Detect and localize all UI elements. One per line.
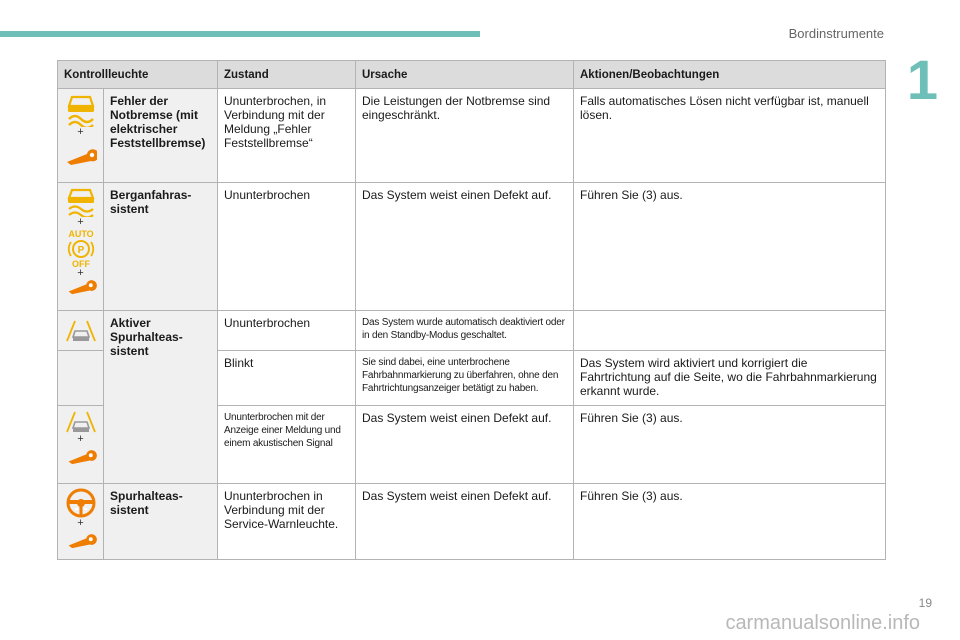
cause-cell: Das System weist einen Defekt auf. xyxy=(356,484,574,560)
plus-sign: + xyxy=(77,267,84,279)
cause-cell: Das System wurde automatisch deaktiviert oder in den Standby-Modus geschaltet. xyxy=(356,311,574,351)
cause-cell: Sie sind dabei, eine unterbrochene Fahrbahnmarkierung zu überfahren, ohne den Fahrtrichtungsanzeiger betätigt zu haben. xyxy=(356,351,574,406)
chapter-number: 1 xyxy=(906,48,938,111)
section-accent-bar xyxy=(0,31,480,37)
warning-name: Aktiver Spurhalteas- sistent xyxy=(104,311,218,484)
lane-departure-icon xyxy=(65,410,97,434)
action-cell: Das System wird aktiviert und korrigiert die Fahrtrichtung auf die Seite, wo die Fahrbahnmarkierung erkannt wurde. xyxy=(574,351,886,406)
icon-cell xyxy=(58,484,104,560)
col-header-cause: Ursache xyxy=(356,61,574,89)
watermark: carmanualsonline.info xyxy=(725,612,920,634)
col-header-state: Zustand xyxy=(218,61,356,89)
icon-cell xyxy=(58,351,104,406)
state-cell: Ununterbrochen xyxy=(218,311,356,351)
table-header-row xyxy=(58,61,886,89)
action-cell: Führen Sie (3) aus. xyxy=(574,406,886,484)
page-number: 19 xyxy=(918,596,932,610)
state-cell: Ununterbrochen in Verbindung mit der Service-Warnleuchte. xyxy=(218,484,356,560)
parking-brake-fault-icon xyxy=(66,93,96,127)
action-cell xyxy=(574,311,886,351)
action-cell: Falls automatisches Lösen nicht verfügbar ist, manuell lösen. xyxy=(574,89,886,183)
lane-departure-icon xyxy=(65,319,97,343)
wrench-icon xyxy=(65,279,97,295)
plus-sign: + xyxy=(77,126,84,138)
state-cell: Ununterbrochen, in Verbindung mit der Meldung „Fehler Feststellbremse“ xyxy=(218,89,356,183)
icon-cell xyxy=(58,183,104,311)
cause-cell: Das System weist einen Defekt auf. xyxy=(356,406,574,484)
table-row xyxy=(58,484,886,560)
wrench-icon xyxy=(65,148,97,166)
plus-sign: + xyxy=(77,216,84,228)
auto-label: AUTO xyxy=(67,229,94,239)
wrench-icon xyxy=(65,449,97,465)
table-row xyxy=(58,311,886,351)
off-label: OFF xyxy=(71,259,90,268)
auto-parking-off-icon xyxy=(64,228,98,268)
state-cell: Ununterbrochen mit der Anzeige einer Meldung und einem akustischen Signal xyxy=(218,406,356,484)
state-cell: Ununterbrochen xyxy=(218,183,356,311)
cause-cell: Die Leistungen der Notbremse sind eingeschränkt. xyxy=(356,89,574,183)
action-cell: Führen Sie (3) aus. xyxy=(574,183,886,311)
plus-sign: + xyxy=(77,433,84,445)
icon-cell xyxy=(58,406,104,484)
section-title: Bordinstrumente xyxy=(788,26,884,41)
hill-start-assist-icon xyxy=(66,187,96,217)
table-row xyxy=(58,183,886,311)
steering-wheel-icon xyxy=(66,488,96,518)
icon-cell xyxy=(58,89,104,183)
cause-cell: Das System weist einen Defekt auf. xyxy=(356,183,574,311)
warning-name: Spurhalteas- sistent xyxy=(104,484,218,560)
parking-p-label: P xyxy=(77,245,84,256)
col-header-warning-light: Kontrollleuchte xyxy=(58,61,218,89)
col-header-actions: Aktionen/Beobachtungen xyxy=(574,61,886,89)
icon-cell xyxy=(58,311,104,351)
warning-lights-table xyxy=(57,60,886,560)
plus-sign: + xyxy=(77,517,84,529)
wrench-icon xyxy=(65,533,97,549)
state-cell: Blinkt xyxy=(218,351,356,406)
warning-name: Fehler der Notbremse (mit elektrischer Feststellbremse) xyxy=(104,89,218,183)
table-row xyxy=(58,89,886,183)
warning-name: Berganfahras- sistent xyxy=(104,183,218,311)
action-cell: Führen Sie (3) aus. xyxy=(574,484,886,560)
